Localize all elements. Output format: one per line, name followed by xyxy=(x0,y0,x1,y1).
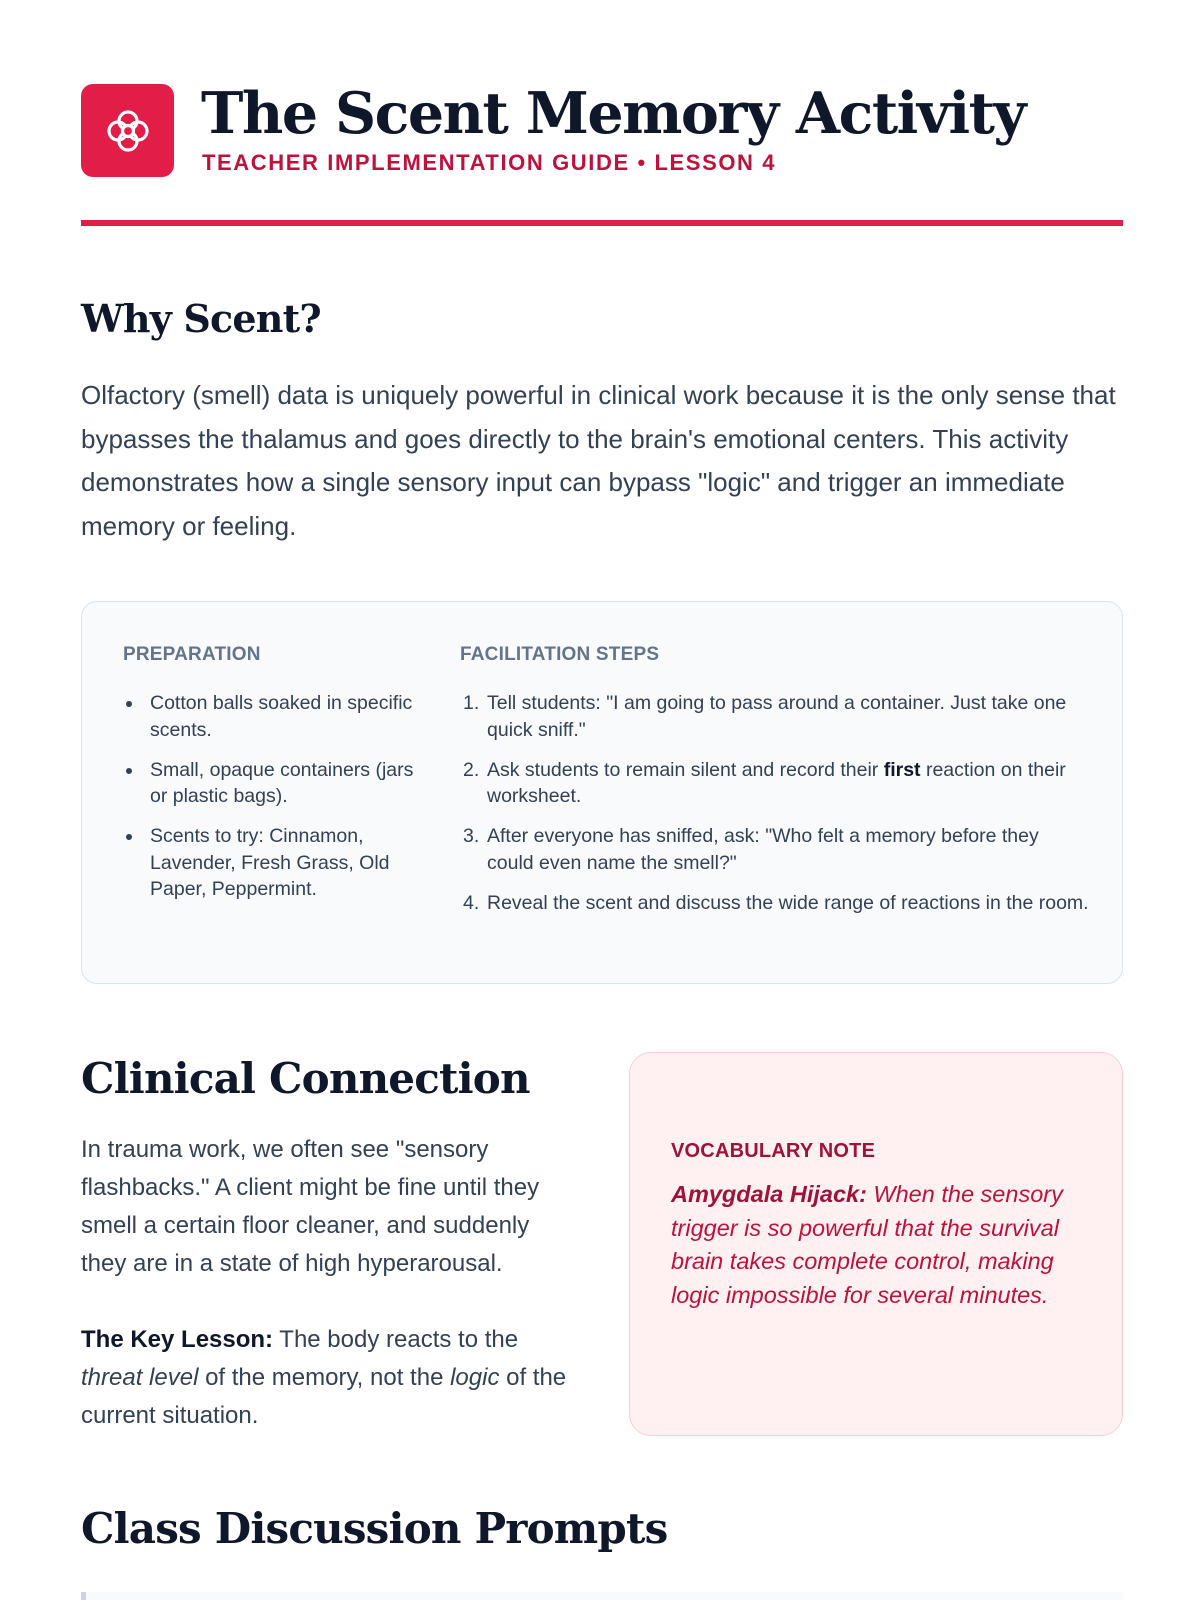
list-item: Small, opaque containers (jars or plastic bags). xyxy=(123,757,423,810)
discussion-prompts-heading: Class Discussion Prompts xyxy=(81,1504,668,1553)
list-item: Cotton balls soaked in specific scents. xyxy=(123,690,423,743)
list-item: After everyone has sniffed, ask: "Who felt a memory before they could even name the smell?" xyxy=(487,825,1039,874)
facilitation-heading: FACILITATION STEPS xyxy=(460,644,660,665)
vocabulary-note-card xyxy=(629,1052,1123,1436)
why-scent-body: Olfactory (smell) data is uniquely powerful in clinical work because it is the only sense that bypasses the thalamus and goes directly to the brain's emotional centers. This activity demonstrates how a single sensory input can bypass "logic" and trigger an immediate memory or feeling. xyxy=(81,380,1116,541)
facilitation-steps-list xyxy=(460,690,1090,930)
page-subtitle: TEACHER IMPLEMENTATION GUIDE • LESSON 4 xyxy=(202,150,777,175)
list-item: Ask students to remain silent and record their first reaction on their worksheet. xyxy=(487,758,1066,807)
list-item: Reveal the scent and discuss the wide range of reactions in the room. xyxy=(487,891,1089,914)
list-item: Scents to try: Cinnamon, Lavender, Fresh Grass, Old Paper, Peppermint. xyxy=(123,823,423,903)
clinical-connection-body xyxy=(81,1131,581,1473)
vocabulary-note-heading: VOCABULARY NOTE xyxy=(671,1140,876,1162)
preparation-list xyxy=(123,690,423,916)
flower-icon xyxy=(81,84,174,177)
why-scent-heading: Why Scent? xyxy=(81,296,321,341)
vocabulary-definition: Amygdala Hijack: When the sensory trigger is so powerful that the survival brain takes complete control, making logic impossible for several minutes. xyxy=(671,1181,1063,1308)
clinical-paragraph: In trauma work, we often see "sensory flashbacks." A client might be fine until they smell a certain floor cleaner, and suddenly they are in a state of high hyperarousal. xyxy=(81,1136,540,1277)
key-lesson-paragraph: The Key Lesson: The body reacts to the threat level of the memory, not the logic of the current situation. xyxy=(81,1326,567,1429)
page-title: The Scent Memory Activity xyxy=(201,80,1026,147)
discussion-prompt-block xyxy=(81,1592,1123,1600)
clinical-connection-heading: Clinical Connection xyxy=(81,1054,530,1103)
activity-card xyxy=(81,601,1123,984)
list-item: Tell students: "I am going to pass around a container. Just take one quick sniff." xyxy=(487,692,1067,741)
document-header xyxy=(81,80,1123,229)
header-divider xyxy=(81,220,1123,226)
preparation-heading: PREPARATION xyxy=(123,644,261,665)
